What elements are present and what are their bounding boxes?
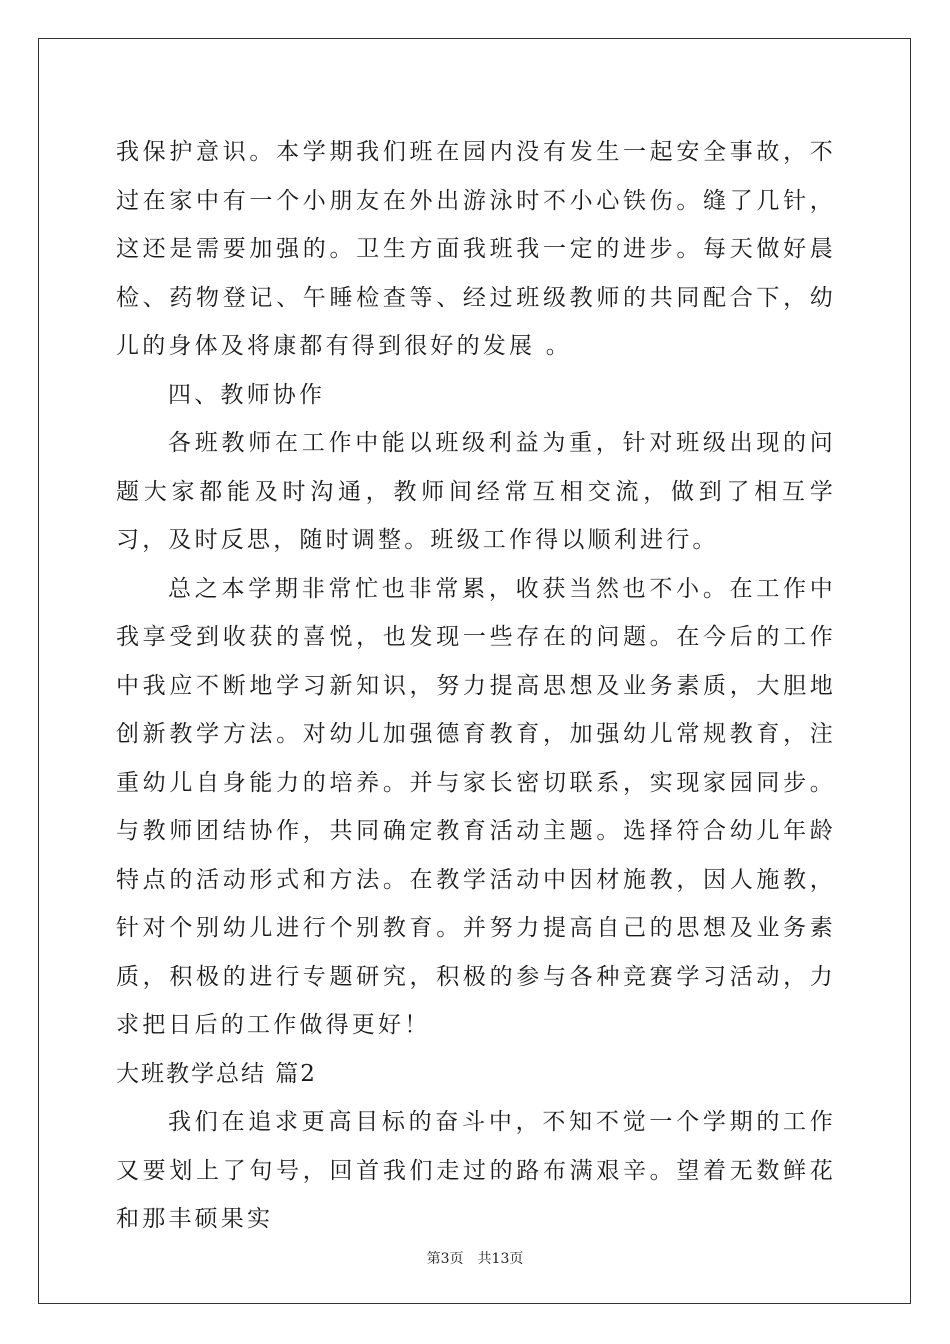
- paragraph-safety-hygiene: 我保护意识。本学期我们班在园内没有发生一起安全事故，不过在家中有一个小朋友在外出游泳时不小心铁伤。缝了几针，这还是需要加强的。卫生方面我班我一定的进步。每天做好晨检、药物登记、午睡检查等、经过班级教师的共同配合下，幼儿的身体及将康都有得到很好的发展 。: [116, 139, 836, 359]
- page-total: 共13页: [477, 1251, 524, 1267]
- section-heading-teacher-cooperation: 四、教师协作: [168, 381, 326, 408]
- page-footer: [0, 1248, 950, 1268]
- article-title-part-2: 大班教学总结 篇2: [116, 1060, 317, 1087]
- paragraph-teacher-cooperation: 各班教师在工作中能以班级利益为重，针对班级出现的问题大家都能及时沟通，教师间经常互相交流，做到了相互学习，及时反思，随时调整。班级工作得以顺利进行。: [116, 430, 836, 553]
- paragraph-part-2-intro: 我们在追求更高目标的奋斗中，不知不觉一个学期的工作又要划上了句号，回首我们走过的路布满艰辛。望着无数鲜花和那丰硕果实: [116, 1109, 836, 1232]
- document-body: [116, 128, 836, 1244]
- paragraph-summary: 总之本学期非常忙也非常累，收获当然也不小。在工作中我享受到收获的喜悦，也发现一些存在的问题。在今后的工作中我应不断地学习新知识，努力提高思想及业务素质，大胆地创新教学方法。对幼儿加强德育教育，加强幼儿常规教育，注重幼儿自身能力的培养。并与家长密切联系，实现家园同步。与教师团结协作，共同确定教育活动主题。选择符合幼儿年龄特点的活动形式和方法。在教学活动中因材施教，因人施教，针对个别幼儿进行个别教育。并努力提高自己的思想及业务素质，积极的进行专题研究，积极的参与各种竞赛学习活动，力求把日后的工作做得更好！: [116, 575, 836, 1038]
- page-number: 第3页: [426, 1251, 464, 1267]
